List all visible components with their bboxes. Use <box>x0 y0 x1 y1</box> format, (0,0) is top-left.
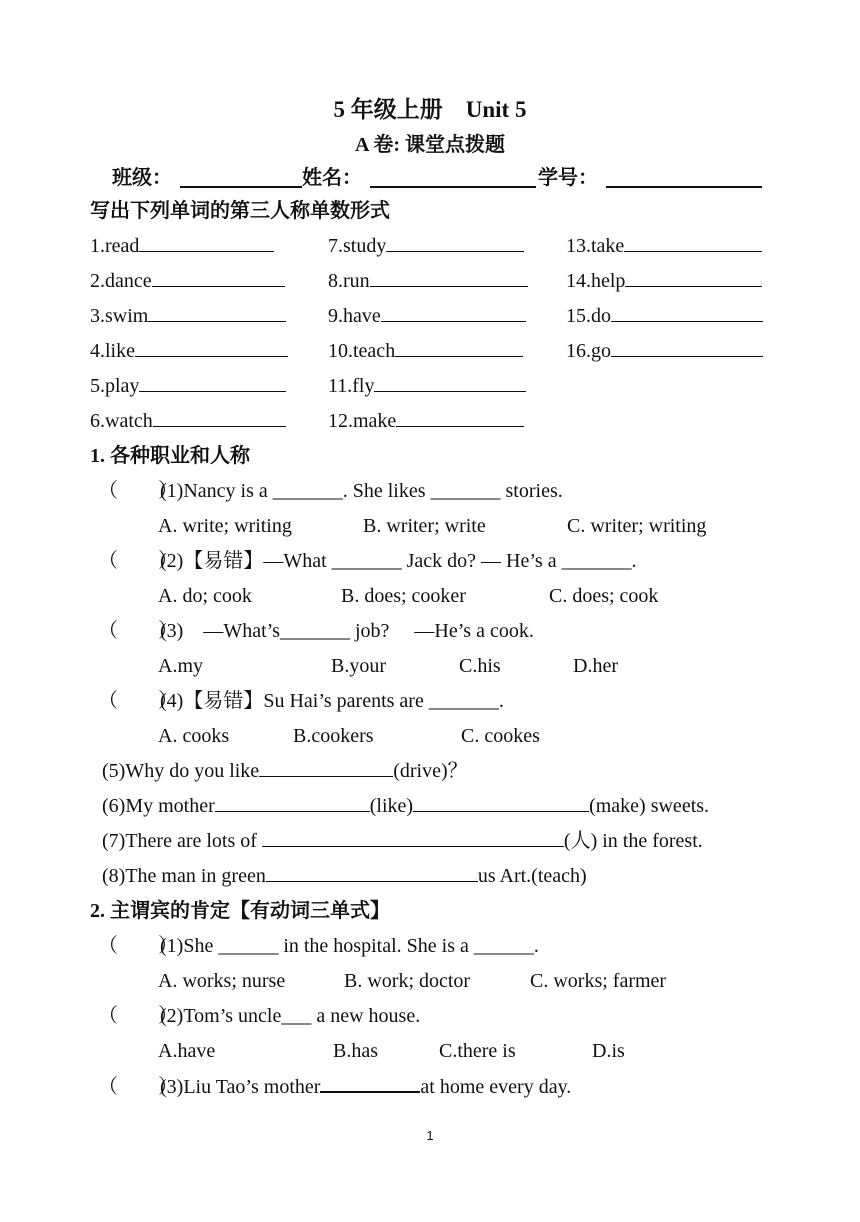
section-heading: 写出下列单词的第三人称单数形式 <box>90 200 390 222</box>
word-item: 7.study <box>328 233 524 259</box>
answer-blank[interactable] <box>152 268 285 287</box>
word-item: 11.fly <box>328 373 526 399</box>
option-a: A.my <box>158 655 203 677</box>
section-heading: 1. 各种职业和人称 <box>90 445 250 467</box>
option-a: A. works; nurse <box>158 970 286 992</box>
question-1-1: （ ）(1)Nancy is a _______. She likes _______ stories. <box>98 480 563 502</box>
answer-blank[interactable] <box>624 233 762 252</box>
question-2-2: （ ）(2)Tom’s uncle___ a new house. <box>98 1005 421 1027</box>
answer-blank[interactable] <box>215 793 370 812</box>
answer-blank[interactable] <box>259 758 393 777</box>
answer-blank[interactable] <box>320 1073 420 1093</box>
number-label: 学号： <box>538 167 598 189</box>
answer-blank[interactable] <box>139 373 286 392</box>
word-item: 2.dance <box>90 268 285 294</box>
answer-parenthesis[interactable]: （ ） <box>98 935 178 957</box>
question-1-3: （ ）(3) —What’s_______ job? —He’s a cook. <box>98 620 534 642</box>
answer-parenthesis[interactable]: （ ） <box>98 1076 178 1098</box>
word-item: 4.like <box>90 338 288 364</box>
option-b: B.your <box>331 655 386 677</box>
answer-blank[interactable] <box>396 408 524 427</box>
option-c: C.his <box>459 655 501 677</box>
answer-blank[interactable] <box>413 793 589 812</box>
word-item: 10.teach <box>328 338 523 364</box>
answer-blank[interactable] <box>611 338 763 357</box>
answer-blank[interactable] <box>625 268 762 287</box>
word-item: 15.do <box>566 303 763 329</box>
option-c: C. writer; writing <box>567 515 707 537</box>
question-2-1: （ ）(1)She ______ in the hospital. She is a ______. <box>98 935 539 957</box>
word-item: 13.take <box>566 233 762 259</box>
question-2-3: （ ）(3)Liu Tao’s mother at home every day. <box>98 1073 571 1100</box>
answer-parenthesis[interactable]: （ ） <box>98 690 178 712</box>
question-1-2: （ ）(2)【易错】—What _______ Jack do? — He’s a _______. <box>98 550 637 572</box>
option-b: B. writer; write <box>363 515 486 537</box>
option-c: C. cookes <box>461 725 540 747</box>
option-b: B. work; doctor <box>344 970 471 992</box>
answer-blank[interactable] <box>135 338 288 357</box>
answer-blank[interactable] <box>381 303 526 322</box>
option-b: B.has <box>333 1040 378 1062</box>
option-a: A. cooks <box>158 725 230 747</box>
word-item: 9.have <box>328 303 526 329</box>
section-heading: 2. 主谓宾的肯定【有动词三单式】 <box>90 900 390 922</box>
number-field[interactable] <box>606 168 762 188</box>
word-item: 8.run <box>328 268 528 294</box>
answer-parenthesis[interactable]: （ ） <box>98 1005 178 1027</box>
answer-blank[interactable] <box>395 338 523 357</box>
answer-blank[interactable] <box>153 408 286 427</box>
answer-blank[interactable] <box>374 373 526 392</box>
name-label: 姓名： <box>302 167 362 189</box>
option-c: C. does; cook <box>549 585 659 607</box>
question-1-4: （ ）(4)【易错】Su Hai’s parents are _______. <box>98 690 504 712</box>
word-item: 3.swim <box>90 303 286 329</box>
answer-blank[interactable] <box>370 268 528 287</box>
word-item: 12.make <box>328 408 524 434</box>
word-item: 1.read <box>90 233 274 259</box>
class-field[interactable] <box>180 168 302 188</box>
option-d: D.is <box>592 1040 625 1062</box>
option-c: C. works; farmer <box>530 970 667 992</box>
page-number: 1 <box>426 1128 434 1143</box>
question-1-6: (6)My mother (like) (make) sweets. <box>102 795 710 817</box>
name-field[interactable] <box>370 168 536 188</box>
word-item: 14.help <box>566 268 762 294</box>
class-label: 班级： <box>112 167 172 189</box>
answer-blank[interactable] <box>139 233 274 252</box>
option-a: A. do; cook <box>158 585 252 607</box>
question-1-5: (5)Why do you like (drive)？ <box>102 760 468 782</box>
answer-blank[interactable] <box>262 828 564 847</box>
answer-blank[interactable] <box>266 863 478 882</box>
option-a: A.have <box>158 1040 216 1062</box>
word-item: 5.play <box>90 373 286 399</box>
option-b: B. does; cooker <box>341 585 466 607</box>
word-item: 16.go <box>566 338 763 364</box>
option-b: B.cookers <box>293 725 374 747</box>
word-item: 6.watch <box>90 408 286 434</box>
answer-parenthesis[interactable]: （ ） <box>98 550 178 572</box>
answer-blank[interactable] <box>611 303 763 322</box>
answer-parenthesis[interactable]: （ ） <box>98 620 178 642</box>
answer-blank[interactable] <box>386 233 524 252</box>
answer-blank[interactable] <box>148 303 286 322</box>
page-title: 5 年级上册 Unit 5 <box>333 97 527 122</box>
question-1-8: (8)The man in green us Art.(teach) <box>102 865 587 887</box>
option-c: C.there is <box>439 1040 516 1062</box>
option-d: D.her <box>573 655 618 677</box>
question-1-7: (7)There are lots of (人) in the forest. <box>102 830 703 852</box>
page-subtitle: A 卷: 课堂点拨题 <box>355 134 505 156</box>
answer-parenthesis[interactable]: （ ） <box>98 480 178 502</box>
option-a: A. write; writing <box>158 515 292 537</box>
